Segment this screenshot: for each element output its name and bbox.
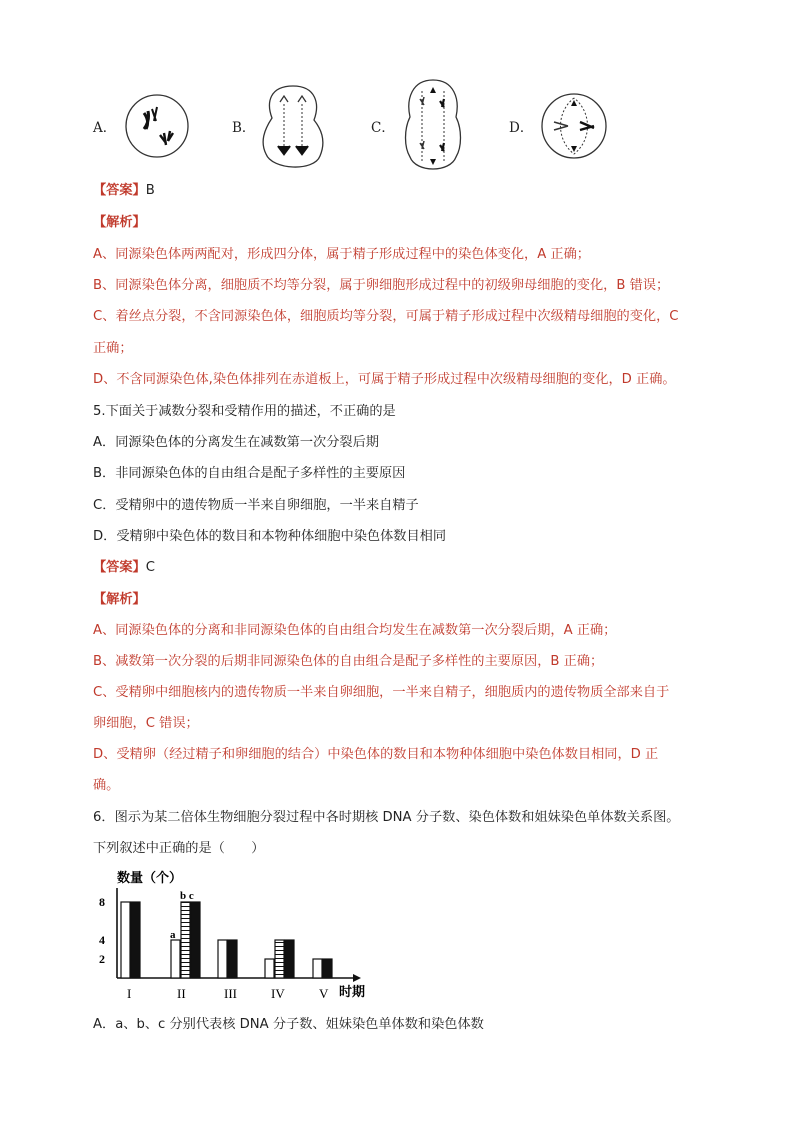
x-category-label: II <box>177 986 186 1001</box>
q5-analysis-line: B、减数第一次分裂的后期非同源染色体的自由组合是配子多样性的主要原因，B 正确； <box>93 654 604 669</box>
x-axis-label: 时期 <box>339 984 366 999</box>
cell-figure-a <box>124 93 190 159</box>
option-b-label: B． <box>232 120 256 136</box>
x-category-label: IV <box>271 986 285 1001</box>
series-label-bc: b c <box>180 890 194 902</box>
x-axis-arrow <box>353 974 361 982</box>
q5-analysis-line: C、受精卵中细胞核内的遗传物质一半来自卵细胞，一半来自精子，细胞质内的遗传物质全部来自于 <box>93 685 670 700</box>
q5-option: A．同源染色体的分离发生在减数第一次分裂后期 <box>93 435 379 450</box>
x-category-label: III <box>224 986 237 1001</box>
bar-b <box>181 902 190 978</box>
q5-analysis-line: D、受精卵（经过精子和卵细胞的结合）中染色体的数目和本物种体细胞中染色体数目相同，D 正 <box>93 747 659 762</box>
q4-analysis-line: B、同源染色体分离，细胞质不均等分裂，属于卵细胞形成过程中的初级卵母细胞的变化，B 错误； <box>93 278 670 293</box>
bar-a <box>121 902 130 978</box>
bar-a <box>171 940 180 978</box>
q5-analysis-tag: 【解析】 <box>93 592 146 607</box>
q4-analysis-line: C、着丝点分裂，不含同源染色体，细胞质均等分裂，可属于精子形成过程中次级精母细胞的变化，C <box>93 309 679 324</box>
y-axis-label: 数量（个） <box>117 870 183 885</box>
q4-answer: 【答案】B <box>93 183 155 198</box>
bar-c <box>191 902 200 978</box>
y-tick-label: 8 <box>99 895 105 909</box>
q6-stem: 下列叙述中正确的是（ ） <box>93 841 265 856</box>
option-c-label: C． <box>371 120 395 136</box>
q5-stem: 5.下面关于减数分裂和受精作用的描述，不正确的是 <box>93 404 396 419</box>
q6-option-a: A．a、b、c 分别代表核 DNA 分子数、姐妹染色单体数和染色体数 <box>93 1017 484 1032</box>
x-category-label: V <box>319 986 329 1001</box>
bar-c <box>323 959 332 978</box>
bar-c <box>131 902 140 978</box>
x-category-label: I <box>127 986 132 1001</box>
q4-analysis-tag: 【解析】 <box>93 215 146 230</box>
q5-option: B．非同源染色体的自由组合是配子多样性的主要原因 <box>93 466 406 481</box>
q5-answer: 【答案】C <box>93 560 155 575</box>
series-label-a: a <box>170 929 176 941</box>
bar-c <box>285 940 294 978</box>
y-tick-label: 2 <box>99 952 105 966</box>
q5-analysis-line: 确。 <box>93 778 120 793</box>
q4-analysis-line: D、不含同源染色体,染色体排列在赤道板上，可属于精子形成过程中次级精母细胞的变化，D 正确。 <box>93 372 676 387</box>
bar-c <box>228 940 237 978</box>
cell-figure-c <box>400 77 466 175</box>
cell-figure-b <box>258 82 328 174</box>
q4-analysis-line: A、同源染色体两两配对，形成四分体，属于精子形成过程中的染色体变化，A 正确； <box>93 247 590 262</box>
y-tick-label: 4 <box>99 933 105 947</box>
bar-a <box>265 959 274 978</box>
q5-option: C．受精卵中的遗传物质一半来自卵细胞，一半来自精子 <box>93 498 419 513</box>
q6-stem: 6．图示为某二倍体生物细胞分裂过程中各时期核 DNA 分子数、染色体数和姐妹染色单体数关系图。 <box>93 810 680 825</box>
bar-a <box>313 959 322 978</box>
q5-analysis-line: 卵细胞，C 错误； <box>93 716 199 731</box>
bar-a <box>218 940 227 978</box>
option-d-label: D． <box>509 120 534 136</box>
q5-analysis-line: A、同源染色体的分离和非同源染色体的自由组合均发生在减数第一次分裂后期，A 正确； <box>93 623 617 638</box>
q5-option: D．受精卵中染色体的数目和本物种体细胞中染色体数目相同 <box>93 529 447 544</box>
bar-b <box>275 940 284 978</box>
option-a-label: A． <box>93 120 117 136</box>
cell-figure-d <box>540 92 608 160</box>
q4-analysis-line: 正确； <box>93 341 133 356</box>
q6-bar-chart <box>93 866 383 1006</box>
